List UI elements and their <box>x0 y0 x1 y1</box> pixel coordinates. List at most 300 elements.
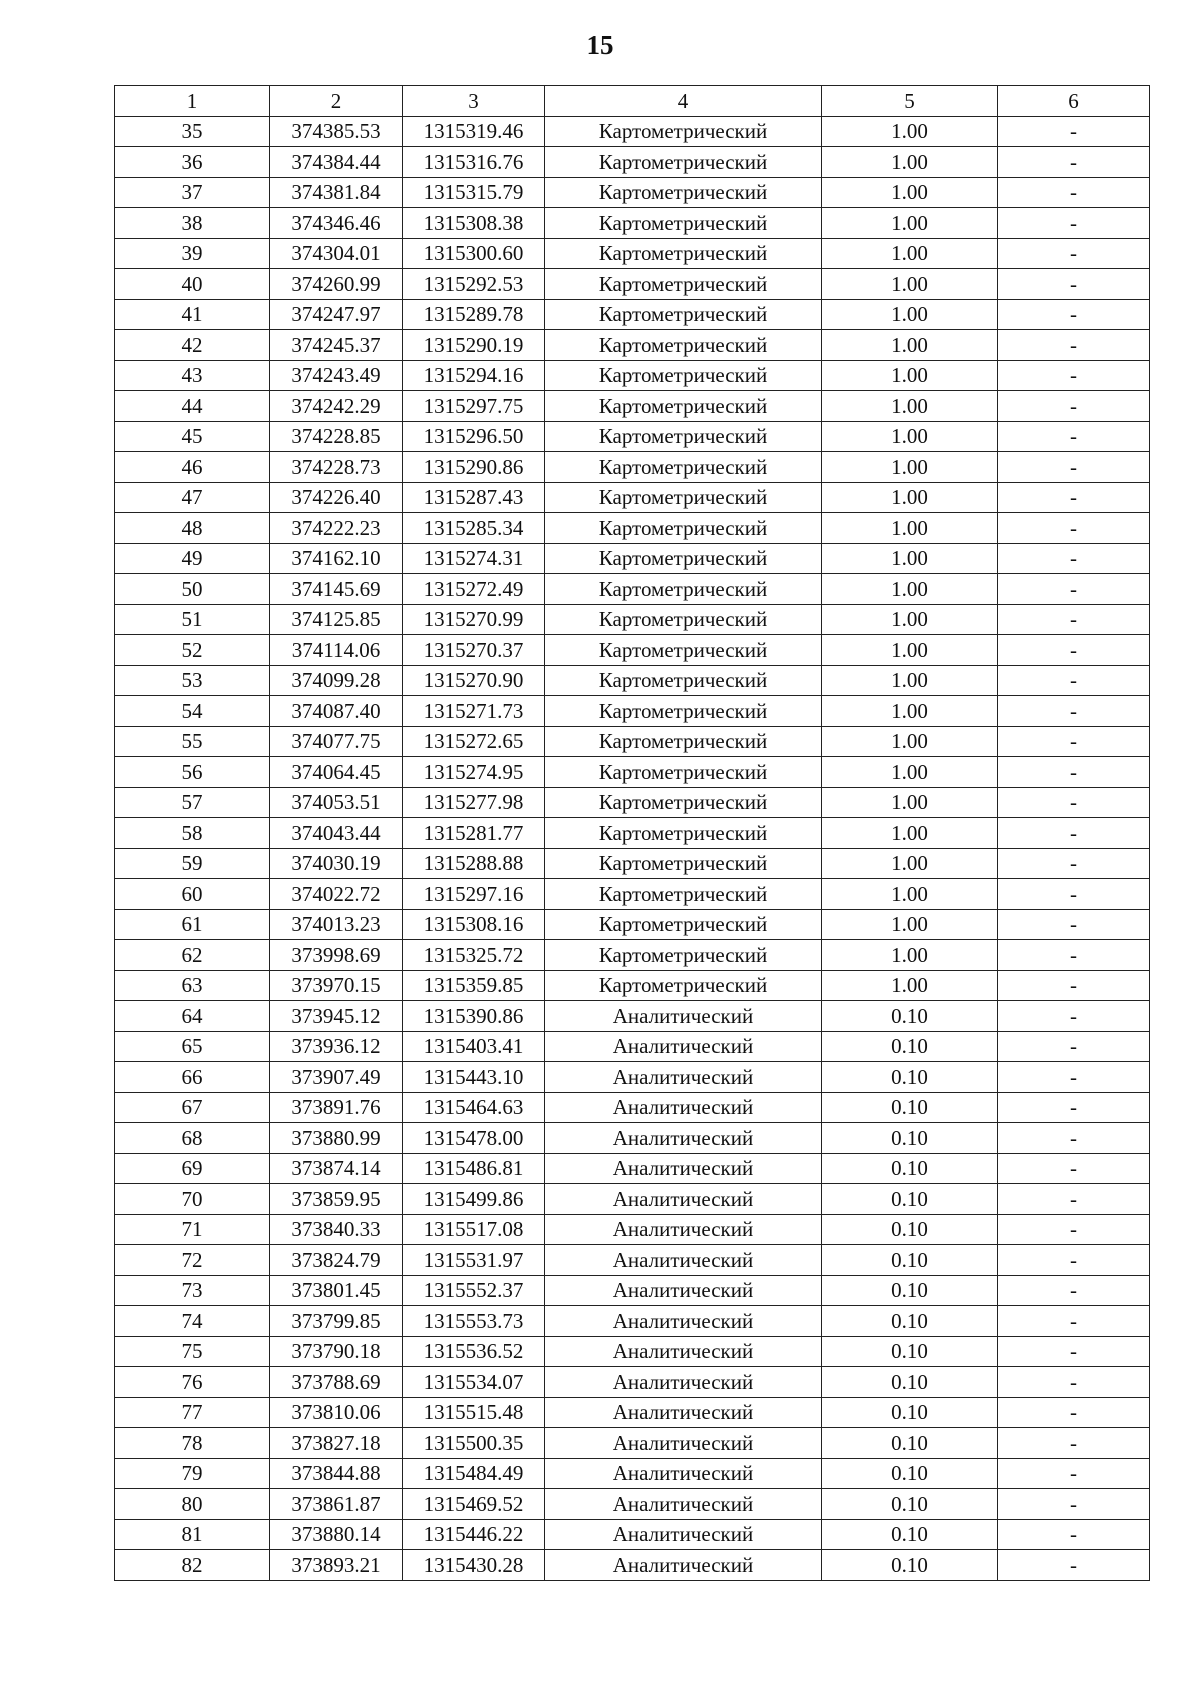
x-coordinate-cell: 374384.44 <box>270 147 403 178</box>
point-number-cell: 55 <box>115 726 270 757</box>
accuracy-cell: 1.00 <box>822 604 998 635</box>
table-row <box>115 1458 1150 1489</box>
x-coordinate-cell: 373893.21 <box>270 1550 403 1581</box>
method-cell: Картометрический <box>545 269 822 300</box>
table-row <box>115 1245 1150 1276</box>
table-row <box>115 238 1150 269</box>
x-coordinate-cell: 374260.99 <box>270 269 403 300</box>
point-number-cell: 39 <box>115 238 270 269</box>
x-coordinate-cell: 374247.97 <box>270 299 403 330</box>
method-cell: Аналитический <box>545 1062 822 1093</box>
note-cell: - <box>998 1001 1150 1032</box>
column-header-2: 2 <box>270 86 403 117</box>
accuracy-cell: 0.10 <box>822 1184 998 1215</box>
note-cell: - <box>998 513 1150 544</box>
method-cell: Картометрический <box>545 177 822 208</box>
method-cell: Картометрический <box>545 391 822 422</box>
note-cell: - <box>998 452 1150 483</box>
method-cell: Аналитический <box>545 1336 822 1367</box>
y-coordinate-cell: 1315319.46 <box>403 116 545 147</box>
note-cell: - <box>998 1031 1150 1062</box>
note-cell: - <box>998 970 1150 1001</box>
point-number-cell: 68 <box>115 1123 270 1154</box>
accuracy-cell: 0.10 <box>822 1001 998 1032</box>
note-cell: - <box>998 330 1150 361</box>
point-number-cell: 66 <box>115 1062 270 1093</box>
method-cell: Картометрический <box>545 848 822 879</box>
note-cell: - <box>998 1367 1150 1398</box>
note-cell: - <box>998 421 1150 452</box>
note-cell: - <box>998 787 1150 818</box>
table-row <box>115 1336 1150 1367</box>
note-cell: - <box>998 360 1150 391</box>
accuracy-cell: 1.00 <box>822 421 998 452</box>
x-coordinate-cell: 373874.14 <box>270 1153 403 1184</box>
y-coordinate-cell: 1315277.98 <box>403 787 545 818</box>
x-coordinate-cell: 374077.75 <box>270 726 403 757</box>
point-number-cell: 52 <box>115 635 270 666</box>
method-cell: Картометрический <box>545 635 822 666</box>
table-row <box>115 635 1150 666</box>
point-number-cell: 79 <box>115 1458 270 1489</box>
point-number-cell: 37 <box>115 177 270 208</box>
x-coordinate-cell: 374053.51 <box>270 787 403 818</box>
x-coordinate-cell: 374226.40 <box>270 482 403 513</box>
point-number-cell: 48 <box>115 513 270 544</box>
method-cell: Аналитический <box>545 1031 822 1062</box>
x-coordinate-cell: 374243.49 <box>270 360 403 391</box>
table-row <box>115 1153 1150 1184</box>
x-coordinate-cell: 374064.45 <box>270 757 403 788</box>
table-row <box>115 757 1150 788</box>
note-cell: - <box>998 1184 1150 1215</box>
table-row <box>115 1092 1150 1123</box>
y-coordinate-cell: 1315534.07 <box>403 1367 545 1398</box>
x-coordinate-cell: 374087.40 <box>270 696 403 727</box>
point-number-cell: 65 <box>115 1031 270 1062</box>
table-row <box>115 513 1150 544</box>
method-cell: Картометрический <box>545 208 822 239</box>
method-cell: Картометрический <box>545 665 822 696</box>
point-number-cell: 35 <box>115 116 270 147</box>
table-row <box>115 1184 1150 1215</box>
point-number-cell: 40 <box>115 269 270 300</box>
method-cell: Аналитический <box>545 1214 822 1245</box>
table-row <box>115 848 1150 879</box>
accuracy-cell: 1.00 <box>822 208 998 239</box>
table-row <box>115 1031 1150 1062</box>
y-coordinate-cell: 1315500.35 <box>403 1428 545 1459</box>
point-number-cell: 38 <box>115 208 270 239</box>
method-cell: Картометрический <box>545 238 822 269</box>
table-row <box>115 1397 1150 1428</box>
method-cell: Аналитический <box>545 1092 822 1123</box>
point-number-cell: 78 <box>115 1428 270 1459</box>
table-row <box>115 1306 1150 1337</box>
note-cell: - <box>998 1519 1150 1550</box>
note-cell: - <box>998 1123 1150 1154</box>
page-number: 15 <box>586 30 614 60</box>
y-coordinate-cell: 1315464.63 <box>403 1092 545 1123</box>
table-row <box>115 879 1150 910</box>
method-cell: Картометрический <box>545 452 822 483</box>
note-cell: - <box>998 299 1150 330</box>
x-coordinate-cell: 373861.87 <box>270 1489 403 1520</box>
note-cell: - <box>998 1428 1150 1459</box>
accuracy-cell: 1.00 <box>822 360 998 391</box>
point-number-cell: 82 <box>115 1550 270 1581</box>
y-coordinate-cell: 1315296.50 <box>403 421 545 452</box>
note-cell: - <box>998 208 1150 239</box>
x-coordinate-cell: 373891.76 <box>270 1092 403 1123</box>
note-cell: - <box>998 1397 1150 1428</box>
x-coordinate-cell: 373859.95 <box>270 1184 403 1215</box>
method-cell: Аналитический <box>545 1153 822 1184</box>
table-row <box>115 360 1150 391</box>
point-number-cell: 54 <box>115 696 270 727</box>
y-coordinate-cell: 1315536.52 <box>403 1336 545 1367</box>
point-number-cell: 76 <box>115 1367 270 1398</box>
note-cell: - <box>998 177 1150 208</box>
note-cell: - <box>998 574 1150 605</box>
y-coordinate-cell: 1315297.75 <box>403 391 545 422</box>
y-coordinate-cell: 1315294.16 <box>403 360 545 391</box>
point-number-cell: 45 <box>115 421 270 452</box>
x-coordinate-cell: 374245.37 <box>270 330 403 361</box>
accuracy-cell: 1.00 <box>822 391 998 422</box>
note-cell: - <box>998 726 1150 757</box>
point-number-cell: 56 <box>115 757 270 788</box>
table-row <box>115 574 1150 605</box>
method-cell: Картометрический <box>545 147 822 178</box>
point-number-cell: 42 <box>115 330 270 361</box>
y-coordinate-cell: 1315274.31 <box>403 543 545 574</box>
note-cell: - <box>998 269 1150 300</box>
note-cell: - <box>998 879 1150 910</box>
accuracy-cell: 1.00 <box>822 482 998 513</box>
y-coordinate-cell: 1315446.22 <box>403 1519 545 1550</box>
table-row <box>115 970 1150 1001</box>
method-cell: Картометрический <box>545 970 822 1001</box>
note-cell: - <box>998 1336 1150 1367</box>
table-row <box>115 726 1150 757</box>
x-coordinate-cell: 373790.18 <box>270 1336 403 1367</box>
column-header-3: 3 <box>403 86 545 117</box>
column-header-6: 6 <box>998 86 1150 117</box>
x-coordinate-cell: 373998.69 <box>270 940 403 971</box>
column-header-1: 1 <box>115 86 270 117</box>
note-cell: - <box>998 543 1150 574</box>
x-coordinate-cell: 373970.15 <box>270 970 403 1001</box>
note-cell: - <box>998 482 1150 513</box>
y-coordinate-cell: 1315315.79 <box>403 177 545 208</box>
y-coordinate-cell: 1315499.86 <box>403 1184 545 1215</box>
y-coordinate-cell: 1315274.95 <box>403 757 545 788</box>
accuracy-cell: 1.00 <box>822 635 998 666</box>
accuracy-cell: 1.00 <box>822 116 998 147</box>
method-cell: Картометрический <box>545 604 822 635</box>
note-cell: - <box>998 848 1150 879</box>
accuracy-cell: 1.00 <box>822 574 998 605</box>
note-cell: - <box>998 604 1150 635</box>
x-coordinate-cell: 373907.49 <box>270 1062 403 1093</box>
table-row <box>115 1001 1150 1032</box>
note-cell: - <box>998 696 1150 727</box>
note-cell: - <box>998 147 1150 178</box>
method-cell: Картометрический <box>545 116 822 147</box>
y-coordinate-cell: 1315552.37 <box>403 1275 545 1306</box>
accuracy-cell: 1.00 <box>822 848 998 879</box>
point-number-cell: 60 <box>115 879 270 910</box>
x-coordinate-cell: 374013.23 <box>270 909 403 940</box>
x-coordinate-cell: 374125.85 <box>270 604 403 635</box>
point-number-cell: 67 <box>115 1092 270 1123</box>
method-cell: Картометрический <box>545 482 822 513</box>
accuracy-cell: 1.00 <box>822 665 998 696</box>
point-number-cell: 73 <box>115 1275 270 1306</box>
method-cell: Картометрический <box>545 696 822 727</box>
point-number-cell: 36 <box>115 147 270 178</box>
x-coordinate-cell: 373801.45 <box>270 1275 403 1306</box>
method-cell: Аналитический <box>545 1489 822 1520</box>
table-row <box>115 208 1150 239</box>
point-number-cell: 75 <box>115 1336 270 1367</box>
method-cell: Картометрический <box>545 726 822 757</box>
y-coordinate-cell: 1315486.81 <box>403 1153 545 1184</box>
y-coordinate-cell: 1315443.10 <box>403 1062 545 1093</box>
x-coordinate-cell: 373880.14 <box>270 1519 403 1550</box>
accuracy-cell: 1.00 <box>822 238 998 269</box>
x-coordinate-cell: 374381.84 <box>270 177 403 208</box>
accuracy-cell: 1.00 <box>822 543 998 574</box>
method-cell: Аналитический <box>545 1275 822 1306</box>
table-row <box>115 177 1150 208</box>
note-cell: - <box>998 1062 1150 1093</box>
method-cell: Картометрический <box>545 757 822 788</box>
note-cell: - <box>998 909 1150 940</box>
table-row <box>115 1062 1150 1093</box>
x-coordinate-cell: 374030.19 <box>270 848 403 879</box>
table-row <box>115 1519 1150 1550</box>
column-header-4: 4 <box>545 86 822 117</box>
accuracy-cell: 1.00 <box>822 177 998 208</box>
accuracy-cell: 0.10 <box>822 1214 998 1245</box>
method-cell: Картометрический <box>545 360 822 391</box>
point-number-cell: 74 <box>115 1306 270 1337</box>
x-coordinate-cell: 374222.23 <box>270 513 403 544</box>
x-coordinate-cell: 374228.73 <box>270 452 403 483</box>
point-number-cell: 62 <box>115 940 270 971</box>
note-cell: - <box>998 940 1150 971</box>
note-cell: - <box>998 238 1150 269</box>
method-cell: Картометрический <box>545 421 822 452</box>
point-number-cell: 64 <box>115 1001 270 1032</box>
note-cell: - <box>998 1092 1150 1123</box>
method-cell: Аналитический <box>545 1550 822 1581</box>
x-coordinate-cell: 374242.29 <box>270 391 403 422</box>
y-coordinate-cell: 1315289.78 <box>403 299 545 330</box>
point-number-cell: 51 <box>115 604 270 635</box>
y-coordinate-cell: 1315430.28 <box>403 1550 545 1581</box>
accuracy-cell: 1.00 <box>822 299 998 330</box>
table-row <box>115 1367 1150 1398</box>
point-number-cell: 50 <box>115 574 270 605</box>
x-coordinate-cell: 373799.85 <box>270 1306 403 1337</box>
y-coordinate-cell: 1315290.19 <box>403 330 545 361</box>
y-coordinate-cell: 1315297.16 <box>403 879 545 910</box>
method-cell: Картометрический <box>545 818 822 849</box>
note-cell: - <box>998 1275 1150 1306</box>
note-cell: - <box>998 1214 1150 1245</box>
y-coordinate-cell: 1315308.38 <box>403 208 545 239</box>
note-cell: - <box>998 116 1150 147</box>
x-coordinate-cell: 373827.18 <box>270 1428 403 1459</box>
table-row <box>115 1428 1150 1459</box>
x-coordinate-cell: 373788.69 <box>270 1367 403 1398</box>
accuracy-cell: 0.10 <box>822 1489 998 1520</box>
accuracy-cell: 0.10 <box>822 1306 998 1337</box>
note-cell: - <box>998 757 1150 788</box>
accuracy-cell: 1.00 <box>822 940 998 971</box>
coordinates-table <box>114 85 1150 1581</box>
method-cell: Аналитический <box>545 1397 822 1428</box>
x-coordinate-cell: 374099.28 <box>270 665 403 696</box>
table-row <box>115 147 1150 178</box>
x-coordinate-cell: 373844.88 <box>270 1458 403 1489</box>
y-coordinate-cell: 1315325.72 <box>403 940 545 971</box>
table-row <box>115 543 1150 574</box>
table-row <box>115 482 1150 513</box>
method-cell: Аналитический <box>545 1245 822 1276</box>
y-coordinate-cell: 1315517.08 <box>403 1214 545 1245</box>
accuracy-cell: 1.00 <box>822 269 998 300</box>
note-cell: - <box>998 1550 1150 1581</box>
method-cell: Картометрический <box>545 940 822 971</box>
point-number-cell: 57 <box>115 787 270 818</box>
y-coordinate-cell: 1315272.49 <box>403 574 545 605</box>
table-row <box>115 452 1150 483</box>
accuracy-cell: 0.10 <box>822 1397 998 1428</box>
table-row <box>115 604 1150 635</box>
note-cell: - <box>998 818 1150 849</box>
table-row <box>115 1489 1150 1520</box>
y-coordinate-cell: 1315270.90 <box>403 665 545 696</box>
method-cell: Аналитический <box>545 1306 822 1337</box>
x-coordinate-cell: 374304.01 <box>270 238 403 269</box>
x-coordinate-cell: 373824.79 <box>270 1245 403 1276</box>
note-cell: - <box>998 391 1150 422</box>
x-coordinate-cell: 374228.85 <box>270 421 403 452</box>
accuracy-cell: 0.10 <box>822 1062 998 1093</box>
y-coordinate-cell: 1315270.99 <box>403 604 545 635</box>
accuracy-cell: 0.10 <box>822 1092 998 1123</box>
method-cell: Аналитический <box>545 1123 822 1154</box>
y-coordinate-cell: 1315484.49 <box>403 1458 545 1489</box>
table-row <box>115 299 1150 330</box>
x-coordinate-cell: 374022.72 <box>270 879 403 910</box>
accuracy-cell: 1.00 <box>822 879 998 910</box>
point-number-cell: 46 <box>115 452 270 483</box>
table-row <box>115 665 1150 696</box>
y-coordinate-cell: 1315300.60 <box>403 238 545 269</box>
accuracy-cell: 1.00 <box>822 909 998 940</box>
accuracy-cell: 1.00 <box>822 147 998 178</box>
y-coordinate-cell: 1315478.00 <box>403 1123 545 1154</box>
accuracy-cell: 0.10 <box>822 1336 998 1367</box>
x-coordinate-cell: 374145.69 <box>270 574 403 605</box>
accuracy-cell: 0.10 <box>822 1031 998 1062</box>
x-coordinate-cell: 374043.44 <box>270 818 403 849</box>
accuracy-cell: 0.10 <box>822 1245 998 1276</box>
method-cell: Картометрический <box>545 513 822 544</box>
note-cell: - <box>998 665 1150 696</box>
table-row <box>115 787 1150 818</box>
x-coordinate-cell: 374385.53 <box>270 116 403 147</box>
y-coordinate-cell: 1315270.37 <box>403 635 545 666</box>
accuracy-cell: 1.00 <box>822 696 998 727</box>
note-cell: - <box>998 1153 1150 1184</box>
accuracy-cell: 1.00 <box>822 787 998 818</box>
y-coordinate-cell: 1315403.41 <box>403 1031 545 1062</box>
table-body <box>115 116 1150 1580</box>
method-cell: Картометрический <box>545 543 822 574</box>
y-coordinate-cell: 1315308.16 <box>403 909 545 940</box>
method-cell: Аналитический <box>545 1519 822 1550</box>
y-coordinate-cell: 1315281.77 <box>403 818 545 849</box>
accuracy-cell: 1.00 <box>822 757 998 788</box>
x-coordinate-cell: 374346.46 <box>270 208 403 239</box>
accuracy-cell: 0.10 <box>822 1458 998 1489</box>
y-coordinate-cell: 1315288.88 <box>403 848 545 879</box>
y-coordinate-cell: 1315290.86 <box>403 452 545 483</box>
point-number-cell: 71 <box>115 1214 270 1245</box>
point-number-cell: 61 <box>115 909 270 940</box>
accuracy-cell: 0.10 <box>822 1275 998 1306</box>
method-cell: Аналитический <box>545 1184 822 1215</box>
accuracy-cell: 1.00 <box>822 726 998 757</box>
accuracy-cell: 1.00 <box>822 513 998 544</box>
y-coordinate-cell: 1315292.53 <box>403 269 545 300</box>
y-coordinate-cell: 1315287.43 <box>403 482 545 513</box>
table-row <box>115 330 1150 361</box>
table-row <box>115 116 1150 147</box>
point-number-cell: 77 <box>115 1397 270 1428</box>
accuracy-cell: 1.00 <box>822 818 998 849</box>
method-cell: Картометрический <box>545 787 822 818</box>
x-coordinate-cell: 373880.99 <box>270 1123 403 1154</box>
point-number-cell: 63 <box>115 970 270 1001</box>
point-number-cell: 80 <box>115 1489 270 1520</box>
method-cell: Картометрический <box>545 330 822 361</box>
y-coordinate-cell: 1315390.86 <box>403 1001 545 1032</box>
method-cell: Картометрический <box>545 574 822 605</box>
table-row <box>115 1123 1150 1154</box>
table-row <box>115 1275 1150 1306</box>
method-cell: Картометрический <box>545 879 822 910</box>
y-coordinate-cell: 1315285.34 <box>403 513 545 544</box>
method-cell: Аналитический <box>545 1367 822 1398</box>
accuracy-cell: 0.10 <box>822 1519 998 1550</box>
y-coordinate-cell: 1315272.65 <box>403 726 545 757</box>
y-coordinate-cell: 1315515.48 <box>403 1397 545 1428</box>
accuracy-cell: 1.00 <box>822 452 998 483</box>
accuracy-cell: 0.10 <box>822 1367 998 1398</box>
method-cell: Аналитический <box>545 1001 822 1032</box>
y-coordinate-cell: 1315271.73 <box>403 696 545 727</box>
method-cell: Картометрический <box>545 909 822 940</box>
point-number-cell: 47 <box>115 482 270 513</box>
accuracy-cell: 0.10 <box>822 1428 998 1459</box>
